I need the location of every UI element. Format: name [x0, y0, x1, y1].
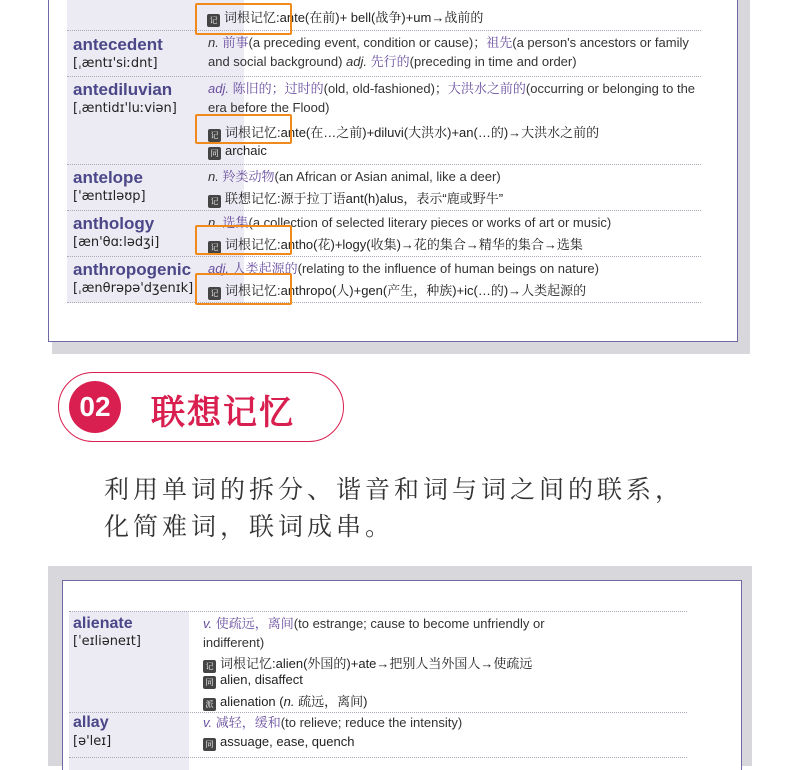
highlight-box: [195, 3, 292, 35]
root-tag-icon: 记: [208, 287, 221, 300]
phonetic: [ˌæntidɪ'luːviən]: [73, 101, 177, 116]
intro-line-1: 利用单词的拆分、谐音和词与词之间的联系，: [104, 475, 685, 504]
vocab-card-top: [48, 0, 738, 342]
synonym-line: 同 alien, disaffect: [203, 672, 303, 689]
headword: allay: [73, 714, 109, 731]
definition: adj. 人类起源的(relating to the influence of human beings on nature): [208, 261, 599, 276]
synonym-line: 同 archaic: [208, 143, 267, 160]
definition: adj. 陈旧的；过时的(old, old-fashioned)；大洪水之前的(occurring or belonging to the era before the Flood): [208, 81, 696, 115]
derived-line: 派 alienation (n. 疏远，离间): [203, 691, 367, 711]
synonym-tag-icon: 同: [203, 738, 216, 751]
headword: anthology: [73, 214, 155, 233]
root-memory-line: 记 词根记忆:antho(花)+logy(收集)→花的集合→精华的集合→选集: [208, 234, 583, 254]
phonetic: ['æntɪləʊp]: [73, 189, 146, 204]
highlight-box: [195, 273, 292, 305]
vocab-row-partial: [67, 0, 701, 31]
definition: n. 选集(a collection of selected literary pieces or works of art or music): [208, 215, 612, 230]
definition: n. 前事(a preceding event, condition or cause)；祖先(a person's ancestors or family and social background) adj. 先行的(preceding in time and order): [208, 35, 689, 69]
headword: anthropogenic: [73, 260, 192, 279]
headword: antelope: [73, 168, 143, 187]
vocab-row: [69, 611, 687, 713]
synonym-line: 同 assuage, ease, quench: [203, 734, 354, 751]
root-tag-icon: 记: [208, 241, 221, 254]
synonym-tag-icon: 同: [208, 147, 221, 160]
headword: antediluvian: [73, 80, 173, 99]
highlight-box: [195, 114, 292, 144]
section-title: 联想记忆: [151, 393, 295, 433]
intro-line-2: 化简难词，联词成串。: [104, 512, 395, 541]
vocab-row: [67, 164, 701, 211]
vocab-row: [69, 711, 687, 758]
phonetic: [ə'leɪ]: [73, 734, 112, 749]
root-tag-icon: 记: [208, 195, 221, 208]
root-tag-icon: 记: [207, 14, 220, 27]
definition: v. 使疏远，离间(to estrange; cause to become unfriendly or indifferent): [203, 616, 545, 650]
root-tag-icon: 记: [208, 129, 221, 142]
root-tag-icon: 记: [203, 660, 216, 673]
vocab-row: [67, 210, 701, 257]
phonetic: [ˌæntɪ'siːdnt]: [73, 56, 158, 71]
root-memory-line: 记 词根记忆:anthropo(人)+gen(产生，种族)+ic(…的)→人类起源的: [208, 280, 586, 300]
association-memory-line: 记 联想记忆:源于拉丁语ant(h)alus，表示“鹿或野牛”: [208, 188, 503, 208]
highlight-box: [195, 225, 292, 255]
section-number: 02: [69, 381, 121, 433]
root-memory-line: 记 词根记忆:ante(在前)+ bell(战争)+um→战前的: [207, 7, 483, 27]
derived-tag-icon: 派: [203, 698, 216, 711]
phonetic: [ˈeɪliəneɪt]: [73, 634, 141, 649]
phonetic: [ˌænθrəpə'dʒenɪk]: [73, 281, 194, 296]
synonym-tag-icon: 同: [203, 676, 216, 689]
vocab-row: [67, 76, 701, 165]
definition: n. 羚类动物(an African or Asian animal, like a deer): [208, 169, 501, 184]
definition: v. 减轻，缓和(to relieve; reduce the intensity): [203, 715, 463, 730]
headword: antecedent: [73, 35, 163, 54]
phonetic: [æn'θɑːlədʒi]: [73, 235, 160, 250]
vocab-row: [67, 256, 701, 303]
headword: alienate: [73, 615, 133, 632]
root-memory-line: 记 词根记忆:ante(在…之前)+diluvi(大洪水)+an(…的)→大洪水之前的: [208, 122, 599, 142]
vocab-card-bottom: [62, 580, 742, 770]
section-badge: [58, 372, 344, 442]
vocab-row: [67, 30, 701, 77]
root-memory-line: 记 词根记忆:alien(外国的)+ate→把别人当外国人→使疏远: [203, 653, 532, 673]
